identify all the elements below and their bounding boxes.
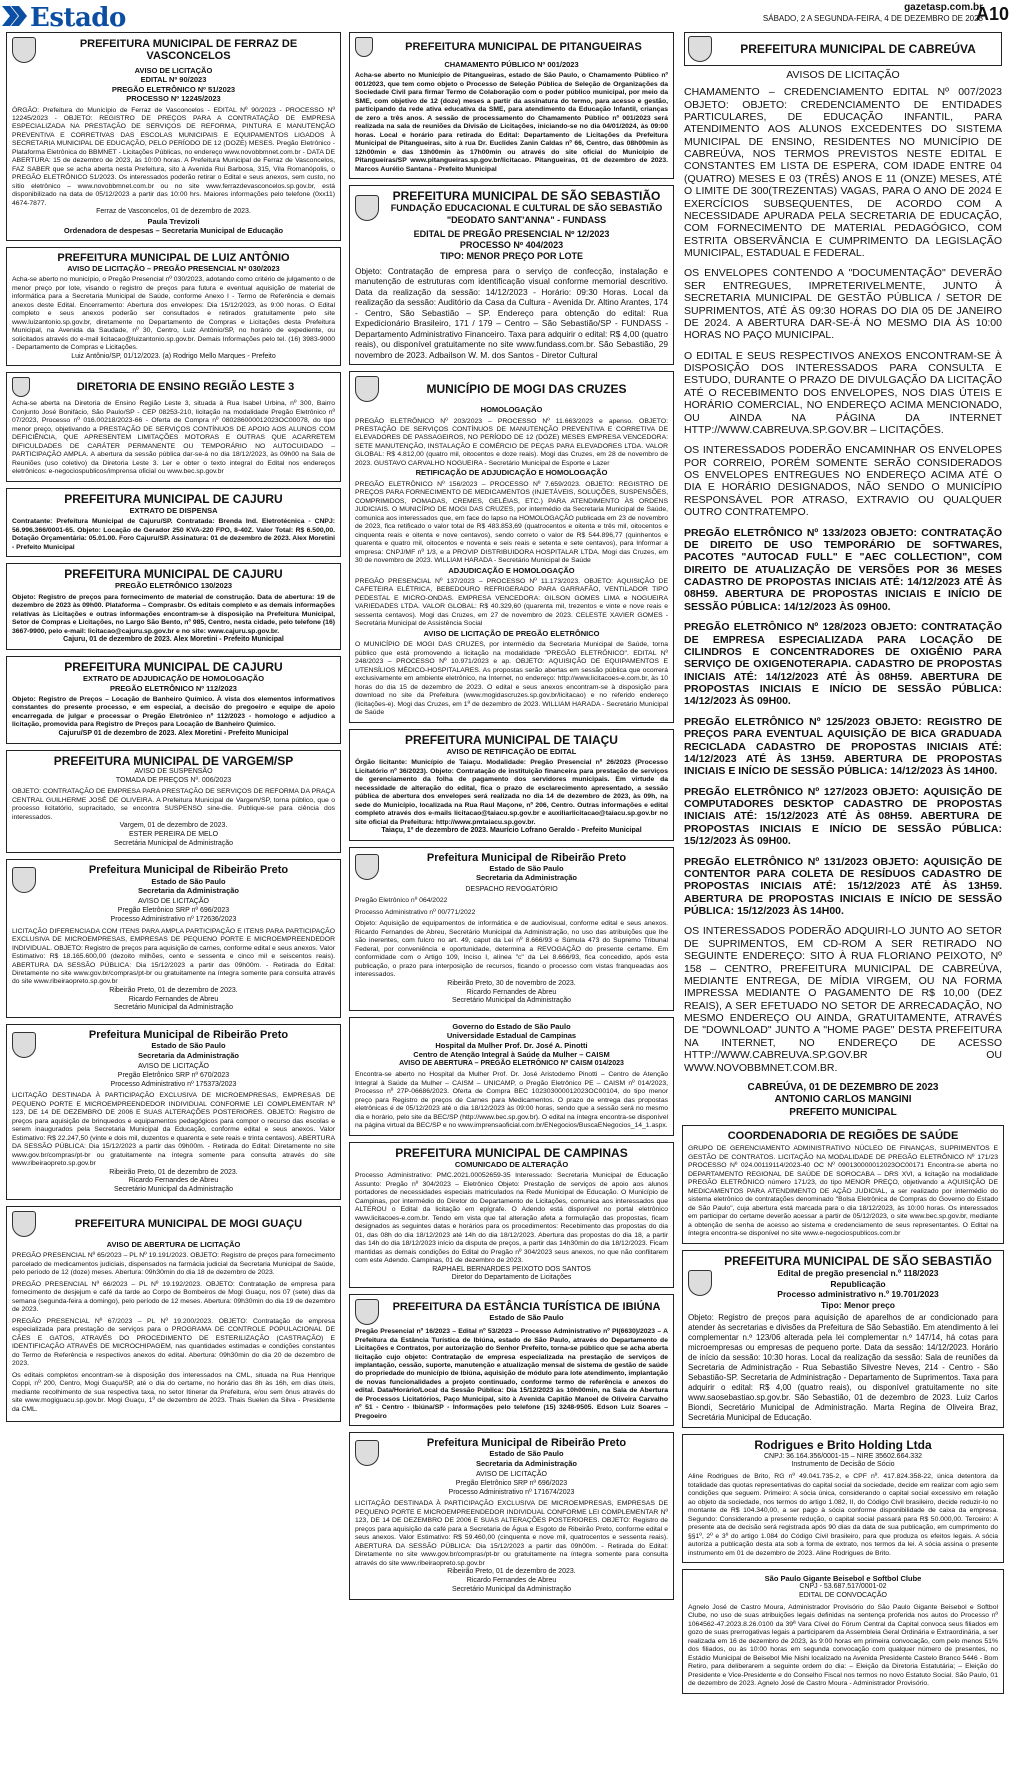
notice-subtitle: AVISO DE SUSPENSÃO: [134, 767, 213, 775]
notice-title: PREFEITURA MUNICIPAL DE LUIZ ANTÔNIO: [57, 251, 290, 264]
notice-body: PREGÃO PRESENCIAL Nº 137/2023 – PROCESSO Nº 11.173/2023. OBJETO: AQUISIÇÃO DE CAFETEIRA ELÉTRICA, BEBEDOURO REFRIGERADO PARA GARRAFÃO, VENTILADOR TIPO PEDESTAL E MICRO-ONDAS. EMPRESA VENCEDORA: GILSON GOMES LIMA e NOGUEIRA VARIEDADES LTDA. VALOR GLOBAL: R$ 40.329,60 (quarenta mil, trezentos e vinte e nove reais e sessenta centavos). Mogi das Cruzes, em 27 de novembro de 2023. CELESTE XAVIER GOMES - Secretária Municipal de Assistência Social: [355, 578, 668, 628]
crest-icon: [355, 854, 379, 880]
notice-body: Órgão licitante: Município de Taiaçu. Modalidade: Pregão Presencial nº 26/2023 (Processo Licitatório nº 36/2023). Objeto: Contratação de instituição financeira para prestação de serviços de gerenciamento da folha de pagamento dos servidores municipais. Em virtude da necessidade de alteração do edital, fica o prazo de esclarecimento apresentado, a sessão pública de abertura dos envelopes será realizada no dia 14 de dezembro de 2023, às 09h, na sede do Município, localizada na Rua Raul Maçone, nº 206, Centro. Outras informações e edital completo através dos e-mails licitacao@taiacu.sp.gov.br e auxiliarlicitacao@taiacu.sp.gov.br no site oficial da Prefeitura: http://www.pmtaiacu.sp.gov.br.: [355, 759, 668, 826]
notice-body: Objeto: Contratação de empresa para o serviço de confecção, instalação e manutenção de estruturas com identificação visual conforme memorial descritivo. Data da realização da sessão: 14/12/2023 - Horário: 09:30 Horas. Local da realização da sessão: Auditório da Casa da Cultura - Avenida Dr. Altino Arantes, 174 - Centro, São Sebastião – SP. Endereço para obtenção do edital: Rua Expedicionário Brasileiro, 171 / 179 – Centro – São Sebastião/SP - FUNDASS - Departamento Administrativo Financeiro. Taxa para adquirir o edital: R$ 4,00 (quatro reais), ou disponível gratuitamente no site www.fundass.com.br. São Sebastião, 29 novembro de 2023. Adbailson W. M. dos Santos - Diretor Cultural: [355, 265, 668, 360]
notice-line: Processo Administrativo nº 00/771/2022: [355, 908, 476, 916]
notice-subtitle: PREGÃO ELETRÔNICO 130/2023: [114, 581, 233, 591]
notice-title: PREFEITURA MUNICIPAL DE SÃO SEBASTIÃO: [392, 189, 661, 204]
notice-title: PREFEITURA MUNICIPAL DE VARGEM/SP: [53, 753, 294, 768]
notice-title: PREFEITURA MUNICIPAL DE CAMPINAS: [395, 1145, 628, 1160]
notice-subtitle: AVISO DE LICITAÇÃO: [476, 1471, 547, 1479]
notice-luiz-antonio: [6, 247, 341, 367]
notice-body: Encontra-se aberto no Hospital da Mulher Prof. Dr. José Aristodemo Pinotti – Centro de Atenção Integral à Saúde da Mulher – CAISM – UNICAMP, o Pregão Eletrônico PE – CAISM nº 014/2023, Processo nº 27P-06686/2023. Oferta de Compra BEC 102303000012023OC00104, do tipo menor preço para Registro de preços de Carnes para Medicamentos. O prazo de entrega das propostas eletrônicas é de 05/12/2023 até o dia 18/12/2023 às 09:00 horas, sendo que a sessão será no mesmo dia e horário, pelo site da BEC/SP (http://www.bec.sp.gov.br). O edital na íntegra encontra-se disponível na página virtual da BEC/SP e no www.imprensaoficial.com.br/ENegocios/BuscaENegocios_14_1.aspx.: [355, 1071, 668, 1130]
notice-paragraph: PREGÃO PRESENCIAL Nº 67/2023 – PL Nº 19.200/2023. OBJETO: Contratação de empresa especializada para prestação de serviços para o PROGRAMA DE CONTROLE POPULACIONAL DE CÃES E GATOS, ATRAVÉS DO PROCEDIMENTO DE ESTERILIZAÇÃO (CASTRAÇÃO) E IDENTIFICAÇÃO ATRAVÉS DE MICROCHIPAGEM, nas quantidades estimadas e condições constantes do Termo de Referência e respectivos anexos do edital. Abertura: 09h30min do dia 20 de dezembro de 2023.: [12, 1317, 335, 1368]
notice-title: PREFEITURA MUNICIPAL DE FERRAZ DE VASCONCELOS: [79, 37, 298, 62]
notice-subtitle: PREGÃO ELETRÔNICO Nº 51/2023: [111, 84, 236, 94]
notice-section-heading: HOMOLOGAÇÃO: [480, 405, 543, 415]
notice-subtitle: Tipo: Menor preço: [821, 1299, 895, 1310]
notice-title: Governo do Estado de São Paulo: [452, 1022, 571, 1032]
notice-paragraph: PREGÃO ELETRÔNICO Nº 128/2023 OBJETO: CONTRATAÇÃO DE EMPRESA ESPECIALIZADA PARA LOCAÇÃO DE CILINDROS E CONCENTRADORES DE OXIGÊNIO PARA SERVIÇO DE OXIGENOTERAPIA. CADASTRO DE PROPOSTAS INICIAIS ATÉ: 14/12/2023 ATÉ ÀS 08H59. ABERTURA DE PROPOSTAS INICIAIS E INÍCIO DE SESSÃO PÚBLICA: 14/12/2023 ÀS 09H00.: [684, 621, 1002, 708]
notice-place: Vargem, 01 de dezembro de 2023.: [119, 822, 228, 830]
notice-subtitle: EXTRATO DE DISPENSA: [129, 505, 218, 515]
notice-signer: ANTONIO CARLOS MANGINI: [774, 1094, 912, 1106]
notice-mogi-guacu: [6, 1206, 341, 1422]
notice-body: Processo Administrativo: PMC.2021.00052659-35 Interessado: Secretaria Municipal de Educação Assunto: Pregão nº 304/2023 – Eletrônico Objeto: Prestação de serviços de apoio aos alunos portadores de necessidades especiais matriculados na Rede Municipal de Educação. O Município de Campinas, por intermédio do Diretor do Departamento de Licitações, comunica aos interessados que ALTEROU o Edital da licitação em epígrafe. O Adendo está disponível no portal eletrônico www.licitacoes-e.com.br. Tendo em vista que tal alteração afeta a formulação das propostas, ficam designados as seguintes datas e horários para os procedimentos: Recebimento das propostas do dia 01, das 08h do dia 18/12/2023 até 14h do dia 18/12/2023. Abertura das propostas do dia 18, a partir das 14h do dia 18/12/2023 início da disputa de preços, a partir das 14h30min do dia 18/12/2023. Ficam mantidas as demais condições do Edital do Pregão nº 304/2023 seus anexos, no que não conflitarem com este Adendo. Campinas, 01 de dezembro de 2023.: [355, 1172, 668, 1265]
notice-paragraph: PREGÃO ELETRÔNICO Nº 125/2023 OBJETO: REGISTRO DE PREÇOS PARA EVENTUAL AQUISIÇÃO DE BICA GRADUADA RECICLADA CADASTRO DE PROPOSTAS INICIAIS ATÉ: 14/12/2023 ATÉ ÀS 13H59. ABERTURA DE PROPOSTAS INICIAIS E INÍCIO DE SESSÃO PÚBLICA: 14/12/2023 ÀS 14H00.: [684, 715, 1002, 778]
notice-subtitle: CNPJ - 53.687.517/0001-02: [799, 1583, 887, 1591]
notice-subtitle: AVISO DE RETIFICAÇÃO DE EDITAL: [446, 746, 577, 756]
notice-subtitle: Estado de São Paulo: [151, 1041, 226, 1051]
notice-signer: Luiz Antônio/SP, 01/12/2023. (a) Rodrigo Mello Marques - Prefeito: [71, 352, 276, 360]
notice-subtitle: Secretaria da Administração: [475, 873, 577, 883]
notice-title: Prefeitura Municipal de Ribeirão Preto: [426, 1437, 627, 1450]
notice-body: PREGÃO ELETRÔNICO Nº 203/2023 – PROCESSO Nº 11.663/2023 e apenso. OBJETO: PRESTAÇÃO DE SERVIÇOS CONTÍNUOS DE MANUTENÇÃO PREVENTIVA E CORRETIVA DE ELEVADORES DE PASSAGEIROS, NO PERÍODO DE 12 (DOZE) MESES EMPRESA VENCEDORA: SETE MANUTENÇÃO, INSTALAÇÃO E COMÉRCIO DE PEÇAS PARA ELEVADORES LTDA. VALOR GLOBAL: R$ 4.812,00 (quatro mil, oitocentos e doze reais). Mogi das Cruzes, em 28 de novembro de 2023. GUSTAVO CARVALHO NOGUEIRA - Secretário Municipal de Esporte e Lazer: [355, 417, 668, 467]
crest-icon: [688, 36, 712, 62]
notice-title: PREFEITURA MUNICIPAL DE SÃO SEBASTIÃO: [724, 1253, 992, 1268]
notice-signer: Cajuru, 01 de dezembro de 2023. Alex Moretini - Prefeito Municipal: [63, 636, 284, 644]
notice-body: Objeto: Registro de preços para fornecimento de material de construção. Data de abertura: 19 de dezembro de 2023 às 09h00. Plataforma – Comprasbr. Os editais completo e as demais informações relativas às Licitações e outras informações encontram-se à disposição na Prefeitura Municipal, Setor de Compras e Licitações, no Largo São Bento, nº 985, Centro, nesta cidade, pelo telefone (16) 3667-9900, pelo e-mail: licitacao@cajuru.sp.gov.br e no site: www.cajuru.sp.gov.br.: [12, 593, 335, 635]
notice-section-heading: ADJUDICAÇÃO E HOMOLOGAÇÃO: [448, 565, 575, 575]
crest-icon: [12, 1211, 36, 1237]
notice-subtitle: COMUNICADO DE ALTERAÇÃO: [454, 1159, 569, 1169]
newspaper-logo: Estado: [30, 3, 126, 33]
notice-body: Acha-se aberta na Diretoria de Ensino Região Leste 3, situada à Rua Isabel Urbina, nº 300, Bairro Conjunto José Bonifácio, São Paulo/SP - CEP 08253-210, licitação na modalidade Pregão Eletrônico nº 07/2023, Processo nº 016.00218/2023-66 - Oferta de Compra nº 080286000012023OC00078, do tipo menor preço, objetivando a PRESTAÇÃO DE SERVIÇOS CONTÍNUOS DE APOIO AOS ALUNOS COM DEFICIÊNCIA, QUE APRESENTEM LIMITAÇÕES MOTORAS E OUTRAS QUE ACARRETEM DIFICULDADES DE CARÁTER PERMANENTE OU TEMPORÁRIO NO AUTOCUIDADO – PARTICIPAÇÃO AMPLA. A abertura da sessão pública dar-se-á no dia 18/12/2023, às 09h00 na Sala de Reuniões (uso coletivo) da Diretoria Leste 3. Ler e obter o texto integral do Edital nos endereços eletrônicos: e-negociospublicos/imprensa oficial ou www.bec.sp.gov.br: [12, 400, 335, 476]
notice-subtitle: Centro de Atenção Integral à Saúde da Mulher – CAISM: [413, 1050, 610, 1060]
notice-unicamp-caism: [349, 1017, 674, 1136]
notice-subtitle: PROCESSO Nº 12245/2023: [126, 94, 221, 104]
notice-title: COORDENADORIA DE REGIÕES DE SAÚDE: [727, 1130, 959, 1143]
notice-paragraph: O EDITAL E SEUS RESPECTIVOS ANEXOS ENCONTRAM-SE À DISPOSIÇÃO DOS INTERESSADOS PARA CONSULTA E ESTUDO, DURANTE O PRAZO DE DIVULGAÇÃO DA LICITAÇÃO ATÉ O RECEBIMENTO DOS ENVELOPES, NOS DIAS ÚTEIS E HORÁRIO COMERCIAL, NO ENDEREÇO ACIMA MENCIONADO, OU AINDA NA PÁGINA DA INTERNET HTTP://WWW.CABREUVA.SP.GOV.BR – LICITAÇÕES.: [684, 349, 1002, 436]
notice-signer: RAPHAEL BERNARDES PEIXOTO DOS SANTOS: [432, 1265, 591, 1273]
notice-paragraph: Os editais completos encontram-se à disposição dos interessados na CML, situada na Rua Henrique Coppi, nº 200, Centro, Mogi Guaçu/SP, até o dia do certame, no horário das 8h às 16h, em dias úteis, mediante recolhimento de sua respectiva taxa, no setor Itinerar da Prefeitura, e/ou sem ônus através do site www.mogiguacu.sp.gov.br. Mogi Guaçu, 1º de dezembro de 2023. Thais Suelen da Silva - Presidente da CML.: [12, 1371, 335, 1413]
notice-subtitle: EDITAL Nº 90/2023: [140, 75, 207, 85]
notice-body: LICITAÇÃO DIFERENCIADA COM ITENS PARA AMPLA PARTICIPAÇÃO E ITENS PARA PARTICIPAÇÃO EXCLUSIVA DE MICROEMPRESAS, EMPRESAS DE PEQUENO PORTE E MICROEMPREENDEDOR INDIVIDUAL. OBJETO: Registro de preços para aquisição de carnes, conforme edital e seus anexos. Valor Estimativo: R$ 18.165.600,00 (dezoito milhões, cento e sessenta e cinco mil e seiscentos reais). ABERTURA DA SESSÃO PÚBLICA: Dia 15/12/2023 a partir das 09h00m. - Retirada do Edital: Diretamente no site www.gov.br/compras/pt-br ou gratuitamente na íntegra somente para consulta através do site www.ribeiraopreto.sp.gov.br: [12, 927, 335, 986]
notice-subtitle: Processo Administrativo nº 172636/2023: [110, 915, 237, 923]
notice-diretoria-leste3: [6, 372, 341, 481]
notice-subtitle: TIPO: MENOR PREÇO POR LOTE: [439, 251, 583, 262]
notice-body: Pregão Presencial nº 16/2023 – Edital nº 53/2023 – Processo Administrativo nº PI(6630)/2023 – A Prefeitura da Estância Turística de Ibiúna, estado de São Paulo, através do Departamento de Licitações e Contratos, por autorização do Senhor Prefeito, torna-se público que se acha aberta licitação cujo objeto: Contratação de empresa especializada na prestação de serviços de implantação, cessão, suporte, manutenção e atualização mensal de sistema de gestão de saúde do propriedade do município de Ibiúna, aquisição de módulo para lote atendimento, implantação de novas funcionalidades a projeto continuado, conforme termo de referência e anexos do edital. Data/Horário/Local da Sessão Pública: Dia 15/12/2023 às 10h00min, na Sala de Abertura de Processos Licitatórios, Paço Municipal, sito à Avenida Capitão Manoel de Oliveira Carvalho nº 51 - Centro - Ibiúna/SP - Informações pelo telefone (15) 3248-9505. Edson Luiz Soares – Pregoeiro: [355, 1328, 668, 1420]
notice-title: DIRETORIA DE ENSINO REGIÃO LESTE 3: [76, 381, 295, 394]
notice-section-heading: DESPACHO REVOGATÓRIO: [465, 885, 558, 893]
notice-ribeirao-preto-revogacao: [349, 847, 674, 1011]
notice-cabreuva: [682, 32, 1004, 1119]
site-url: gazetasp.com.br: [904, 2, 983, 13]
notice-place: Ferraz de Vasconcelos, 01 de dezembro de 2023.: [96, 208, 251, 216]
notice-subtitle: Estado de São Paulo: [489, 863, 564, 873]
notice-paragraph: CHAMAMENTO – CREDENCIAMENTO EDITAL Nº 007/2023 OBJETO: OBJETO: CREDENCIAMENTO DE ENTIDADES PARTICULARES, DE EDUCAÇÃO INFANTIL, PARA ATENDIMENTO AOS ALUNOS EXCEDENTES DO SISTEMA MUNICIPAL DE ENSINO, RESIDENTES NO MUNICÍPIO DE CABREÚVA, NOS TERMOS PREVISTOS NESTE EDITAL E CONSTANTES EM LISTA DE ESPERA, COM IDADE ENTRE 04 (QUATRO) MESES E 03 (TRÊS) ANOS E 11 (ONZE) MESES, ATÉ O LIMITE DE 300(TREZENTAS) VAGAS, PARA O ANO DE 2024 E EXERCÍCIOS SUBSEQUENTES, DE ACORDO COM A NECESSIDADE APURADA PELA SECRETARIA DE EDUCAÇÃO, COM FORNECIMENTO DE MATERIAL PEDAGÓGICO, COM ESTRITA OBSERVÂNCIA E CUMPRIMENTO DA LEGISLAÇÃO MUNICIPAL, ESTADUAL E FEDERAL.: [684, 86, 1002, 259]
notice-vargem: [6, 750, 341, 854]
notice-paragraph: OS INTERESSADOS PODERÃO ADQUIRI-LO JUNTO AO SETOR DE SUPRIMENTOS, EM CD-ROM A SER RETIRADO NO SEGUINTE ENDEREÇO: SITO À RUA FLORIANO PEIXOTO, Nº 158 – CENTRO, PREFEITURA MUNICIPAL DE CABREÚVA, MEDIANTE ENTREGA, DE MÍDIA VIRGEM, OU NA FORMA IMPRESSA MEDIANTE O PAGAMENTO DE R$ 10,00 (DEZ REAIS), A SER EFETUADO NO SETOR DE ARRECADAÇÃO, NO MESMO ENDEREÇO OU AINDA, GRATUITAMENTE, ATRAVÉS DE "DOWNLOAD" JUNTO A "HOME PAGE" DESTA PREFEITURA NA INTERNET, NO ENDEREÇO DE ACESSO HTTP://WWW.CABREUVA.SP.GOV.BR OU WWW.NOVOBBMNET.COM.BR.: [684, 925, 1002, 1074]
notice-section-heading: AVISO DE ABERTURA – PREGÃO ELETRÔNICO Nº CAISM 014/2023: [399, 1059, 624, 1067]
notice-subtitle: EDITAL DE CONVOCAÇÃO: [799, 1592, 887, 1600]
notice-subtitle: Processo Administrativo nº 171674/2023: [448, 1488, 575, 1496]
notice-title: PREFEITURA MUNICIPAL DE CAJURU: [64, 567, 283, 582]
notice-body: LICITAÇÃO DESTINADA À PARTICIPAÇÃO EXCLUSIVA DE MICROEMPRESAS, EMPRESAS DE PEQUENO PORTE E MICROEMPREENDEDOR INDIVIDUAL CONFORME LEI COMPLEMENTAR Nº 123, DE 14 DE DEZEMBRO DE 2006 E SUAS ALTERAÇÕES POSTERIORES. OBJETO: Registro de preços para aquisição da café para a Secretaria de Água e Esgoto de Ribeirão Preto, conforme edital e seus anexos. Valor Estimativo: R$ 59.460,00 (cinquenta e nove mil, quatrocentos e sessenta reais). ABERTURA DA SESSÃO PÚBLICA: Dia 15/12/2023 a partir das 09h00m. - Retirada do Edital: Diretamente no site www.gov.br/compras/pt-br ou gratuitamente na íntegra somente para consulta através do site www.ribeiraopreto.sp.gov.br: [355, 1500, 668, 1567]
notice-title: Rodrigues e Brito Holding Ltda: [754, 1438, 932, 1453]
notice-taiacu: [349, 729, 674, 841]
notice-title: PREFEITURA MUNICIPAL DE PITANGUEIRAS: [405, 40, 642, 53]
notice-ribeirao-preto-cafe: [349, 1432, 674, 1599]
notice-place: Ribeirão Preto, 01 de dezembro de 2023.: [109, 986, 238, 994]
notice-title: Prefeitura Municipal de Ribeirão Preto: [426, 851, 627, 864]
notice-sao-sebastiao-fundass: [349, 185, 674, 365]
notice-section-heading: AVISO DE LICITAÇÃO DE PREGÃO ELETRÔNICO: [423, 628, 600, 638]
notice-body: Acha-se aberto no Município de Pitangueiras, estado de São Paulo, o Chamamento Público nº 001/2023, que tem como objeto o Processo de Seleção Pública de Seleção de Organizações da Sociedade Civil para firmar Termo de Colaboração com o poder público municipal, por meio da SME, com objetivo de 12 (doze) meses a partir da assinatura do termo, para acesso e gestão, participando da rede ativa educativa da SME, para atendimento da Educação Infantil, crianças de zero a três anos. A sessão de processamento do Chamamento Público nº 001/2023 será realizada na sala de reuniões da Divisão de Licitações, iniciando-se no dia 04/01/2024, às 09:00 horas. Local e horário para retirada do Edital: Departamento de Licitações da Prefeitura Municipal de Pitangueiras, sito à rua Dr. Euclides Zanin Caldas nº 66, Centro, das 08h00min às 12h00min e das 13h00min às 17h00min ou através do site oficial do Município de Pitangueiras/SP www.pitangueiras.sp.gov.br/licitacao. Pitangueiras, 01 de dezembro de 2023. Marcos Aurélio Santana - Prefeito Municipal: [355, 72, 668, 173]
notice-place: CABREÚVA, 01 DE DEZEMBRO DE 2023: [747, 1081, 939, 1093]
notice-subtitle: Secretaria da Administração: [137, 885, 239, 895]
notice-subtitle: Republicação: [830, 1278, 886, 1289]
notice-place: Ribeirão Preto, 30 de novembro de 2023.: [447, 979, 576, 987]
notice-body: O MUNICÍPIO DE MOGI DAS CRUZES, por intermédio da Secretaria Municipal de Saúde, torna público que está promovendo a licitação na modalidade "PREGÃO ELETRÔNICO". EDITAL Nº 248/2023 – PROCESSO Nº 10.971/2023 e ap. OBJETO: AQUISIÇÃO DE EQUIPAMENTOS E UTENSÍLIOS MÉDICO-HOSPITALARES. As propostas serão abertas em sessão pública que ocorrerá exclusivamente em ambiente eletrônico, na Internet, no endereço: http://www.licitacoes-e.com.br, às 10 horas do dia 15 de dezembro de 2023. O edital e seus anexos encontram-se à disposição para download no site da Prefeitura (www.mogidascruzes.sp.gov.br/licitacao) e no referido endereço (licitações-e). Mogi das Cruzes, em 1º de dezembro de 2023. WILLIAM HARADA - Secretário Municipal de Saúde: [355, 641, 668, 717]
notice-subtitle: AVISOS DE LICITAÇÃO: [786, 69, 900, 81]
notice-subtitle: PROCESSO Nº 404/2023: [459, 240, 564, 251]
notice-coordenadoria-saude: [682, 1125, 1004, 1243]
notice-subtitle: Processo Administrativo nº 175373/2023: [110, 1080, 237, 1088]
notice-place: Ribeirão Preto, 01 de dezembro de 2023.: [109, 1168, 238, 1176]
crest-icon: [12, 867, 36, 893]
crest-icon: [355, 1440, 379, 1466]
column-right: [682, 32, 1004, 1782]
notice-title: São Paulo Gigante Beisebol e Softbol Clube: [764, 1574, 922, 1584]
notice-ibiuna: [349, 1294, 674, 1426]
notice-body: ÓRGÃO: Prefeitura do Município de Ferraz de Vasconcelos - EDITAL Nº 90/2023 - PROCESSO Nº 12245/2023 - OBJETO: REGISTRO DE PREÇOS PARA A CONTRATAÇÃO DE EMPRESA ESPECIALIZADA NA PRESTAÇÃO DE SERVIÇOS DE REFORMA, PINTURA E MANUTENÇÃO PREVENTIVA E CORRETIVAS DAS ESCOLAS MUNICIPAIS E EQUIPAMENTOS LIGADOS À SECRETARIA MUNICIPAL DE EDUCAÇÃO, PELO PERÍODO DE 12 (DOZE) MESES. Pregão Eletrônico - Plataforma Eletrônica do BBMNET - Licitações Públicas, no endereço www.novobbmnet.com.br - DATA DE ABERTURA: 15 de dezembro de 2023, às 10:00 horas. A Prefeitura Municipal de Ferraz de Vasconcelos, FAZ SABER que se acha aberta nesta Prefeitura, sito à Avenida Rui Barbosa, 315, Vila Romanópolis, o PREGÃO ELETRÔNICO 51/2023. Os interessados poderão retirar o Edital e seus anexos, sem custo, no sítio eletrônico – www.novobbmnet.com.br ou no site www.ferrazdevasconcelos.sp.gov.br, está disponibilizado na data de 05/12/2023 a partir das 10:00 hrs. Maiores informações pelo telefone (0xx11) 4674-7877.: [12, 106, 335, 207]
crest-icon: [355, 376, 379, 402]
notice-title: PREFEITURA MUNICIPAL DE CABREÚVA: [740, 41, 976, 56]
notice-subtitle: Estado de São Paulo: [489, 1449, 564, 1459]
notice-subtitle: Estado de São Paulo: [151, 876, 226, 886]
notice-role: Secretária Municipal de Administração: [113, 839, 234, 847]
notice-body: PREGÃO ELETRÔNICO Nº 156/2023 – PROCESSO Nº 7.659/2023. OBJETO: REGISTRO DE PREÇOS PARA FORNECIMENTO DE MEDICAMENTOS (INJETÁVEIS, SOLUÇÕES, SUSPENSÕES, COMPRIMIDOS, POMADAS, CREMES, GELÉIAS, ETC.) PARA ATENDIMENTO ÀS ORDENS JUDICIAIS. O MUNICÍPIO DE MOGI DAS CRUZES, por intermédio da Secretaria Municipal de Saúde, comunica aos interessados que, em face do lapso na HOMOLOGAÇÃO publicada em 23 de novembro de 2023, fica retificado o valor total de R$ 483.853,69 (quatrocentos e oitenta e três mil, oitocentos e cinquenta reais e oitenta e nove centavos), sendo correto o valor de R$ 544.896,77 (quinhentos e quarenta e quatro mil, oitocentos e noventa e seis reais e setenta e sete centavos), para Informar a empresa: CNPJ/MF nº 1/3, e a PROVIP DISTRIBUIDORA HOSPITALAR LTDA. Mogi das Cruzes, em 30 de novembro de 2023. WILLIAM HARADA - Secretário Municipal de Saúde: [355, 480, 668, 565]
notice-line: Pregão Eletrônico nº 064/2022: [355, 897, 448, 905]
notice-title: Prefeitura Municipal de Ribeirão Preto: [88, 1029, 289, 1042]
notice-subtitle: AVISO DE LICITAÇÃO: [138, 1063, 209, 1071]
notice-mogi-das-cruzes: [349, 371, 674, 723]
notice-sp-gigante-beisebol: [682, 1569, 1004, 1694]
notice-section-heading: RETIFICAÇÃO DE ADJUDICAÇÃO E HOMOLOGAÇÃO: [415, 468, 608, 478]
notice-title: PREFEITURA DA ESTÂNCIA TURÍSTICA DE IBIÚNA: [392, 1301, 661, 1314]
notice-body: LICITAÇÃO DESTINADA À PARTICIPAÇÃO EXCLUSIVA DE MICROEMPRESAS, EMPRESAS DE PEQUENO PORTE E MICROEMPREENDEDOR INDIVIDUAL CONFORME LEI COMPLEMENTAR Nº 123, DE 14 DE DEZEMBRO DE 2006 E SUAS ALTERAÇÕES POSTERIORES. OBJETO: Registro de preços para aquisição de brinquedos e equipamentos pedagógicos para compor o recurso das escolas e serem inaugurados pela Secretaria Municipal da Educação, conforme edital e seus anexos. Valor Estimativo: R$ 22.247,50 (vinte e dois mil, duzentos e quarenta e sete reais e trinta centavos). ABERTURA DA SESSÃO PÚBLICA: Dia 15/12/2023 a partir das 09h00m. - Retirada do Edital: Diretamente no site www.gov.br/compras/pt-br ou gratuitamente na íntegra somente para consulta através do site www.ribeiraopreto.sp.gov.br: [12, 1092, 335, 1168]
notice-signer: Cajuru/SP 01 de dezembro de 2023. Alex Moretini - Prefeito Municipal: [58, 729, 289, 737]
notice-place: Ribeirão Preto, 01 de dezembro de 2023.: [447, 1568, 576, 1576]
notice-subtitle: Estado de São Paulo: [489, 1313, 564, 1323]
notice-body: Objeto: Registro de Preços – Locação de Banheiro Químico. À vista dos elementos informativos constantes do presente processo, e em especial, a decisão do pregoeiro e equipe de apoio encarregada de julgar e processar o Pregão Eletrônico nº 112/2023 - homologo e adjudico a licitação, promovida para Registro de Preços para Locação de Banheiro Químico.: [12, 695, 335, 729]
notice-cajuru-dispensa: [6, 488, 341, 558]
crest-icon: [355, 195, 379, 221]
crest-icon: [688, 1270, 712, 1296]
chevron-logo-icon: [2, 6, 28, 26]
issue-date: SÁBADO, 2 A SEGUNDA-FEIRA, 4 DE DEZEMBRO DE 2023: [762, 14, 983, 23]
crest-icon: [12, 1032, 36, 1058]
notice-subtitle: Pregão Eletrônico SRP nº 696/2023: [117, 907, 230, 915]
notice-body: GRUPO DE GERENCIAMENTO ADMINISTRATIVO NÚCLEO DE FINANÇAS, SUPRIMENTOS E GESTÃO DE CONTRATOS. LICITAÇÃO NA MODALIDADE DE PREGÃO ELETRÔNICO Nº 171/23 PROCESSO Nº 024.00119114/2023-40 OC Nº 090130000012023OC00171 Encontra-se aberta no DEPARTAMENTO REGIONAL DE SAÚDE DE SOROCABA – DRS XVI, a licitação na modalidade PREGÃO ELETRÔNICO número 171/23, do tipo MENOR PREÇO, objetivando a AQUISIÇÃO DE MEDICAMENTOS PARA ATENDIMENTO DE AÇÃO JUDICIAL, a ser realizado por intermédio do sistema eletrônico de contratações denominado "Bolsa Eletrônica de Compras do Governo do Estado de São Paulo", cuja abertura está marcada para o dia 18/12/2023, às 10:00 horas. Os interessados em participar do certame deverão acessar a partir de 05/12/2023, o site www.bec.sp.gov.br, mediante a obtenção de senha de acesso ao sistema e credenciamento de seus representantes. O Edital na íntegra encontra-se disponível no site www.e-negociospublicos.com.br: [688, 1145, 998, 1238]
notice-title: MUNICÍPIO DE MOGI DAS CRUZES: [426, 381, 627, 396]
notice-body: OBJETO: CONTRATAÇÃO DE EMPRESA PARA PRESTAÇÃO DE SERVIÇOS DE REFORMA DA PRAÇA CENTRAL GUILHERME JOSÉ DE OLIVEIRA. A Prefeitura Municipal de Vargem/SP, torna público, que o processo licitatório, supracitado, se encontra SUSPENSO sine-die. Publique-se para ciência dos interessados.: [12, 788, 335, 821]
crest-icon: [12, 37, 36, 63]
notice-subtitle: EXTRATO DE ADJUDICAÇÃO DE HOMOLOGAÇÃO: [82, 674, 265, 684]
notice-signer: ESTER PEREIRA DE MELO: [128, 830, 219, 838]
notice-subtitle: FUNDAÇÃO EDUCACIONAL E CULTURAL DE SÃO SEBASTIÃO "DEODATO SANT'ANNA" - FUNDASS: [390, 203, 663, 225]
notice-cajuru-homologacao: [6, 656, 341, 744]
notice-body: Objeto: Registro de preços para aquisição de aparelhos de ar condicionado para atender às secretarias e divisões da Prefeitura de São Sebastião. Em atendimento à lei complementar n.º 123/06 alterada pela lei complementar n.º 147/14, há cotas para microempresas ou empresas de pequeno porte. Data da sessão: 14/12/2023. Horário de início da sessão: 10:30 horas. Local da realização da sessão: Sala de reuniões da Secretaria de Administração - Rua Sebastião Silvestre Neves, 214 - Centro - São Sebastião-SP. Secretaria de Administração - Departamento de Suprimentos. Taxa para adquirir o edital: R$ 4,00 (quatro reais), ou disponível gratuitamente no site www.saosebastiao.sp.gov.br. São Sebastião, 01 de dezembro de 2023. Luiz Carlos Biondi, Secretário Municipal de Administração. Marta Regina de Oliveira Braz, Secretária Municipal de Educação.: [688, 1313, 998, 1423]
notice-subtitle: Edital de pregão presencial n.º 118/2023: [777, 1267, 939, 1278]
crest-icon: [355, 1299, 379, 1325]
masthead: [0, 0, 1011, 33]
notice-role: PREFEITO MUNICIPAL: [789, 1106, 897, 1118]
notice-subtitle: AVISO DE ABERTURA DE LICITAÇÃO: [106, 1239, 241, 1249]
crest-icon: [355, 37, 373, 57]
notice-role: Secretário Municipal da Administração: [113, 1186, 234, 1194]
notice-role: Diretor do Departamento de Licitações: [451, 1274, 572, 1282]
notice-role: Secretário Municipal da Administração: [451, 1585, 572, 1593]
notice-subtitle: Secretaria da Administração: [137, 1050, 239, 1060]
notice-sao-sebastiao-118: [682, 1250, 1004, 1429]
notice-body: Objeto: Aquisição de equipamentos de informática e de audiovisual, conforme edital e seus anexos. Ricardo Fernandes de Abreu, Secretário Municipal da Administração, no uso das atribuições que lhe são inerentes, com fulcro no art. 49, caput da Lei nº 8.666/93 e Súmula 473 do Supremo Tribunal Federal, por conveniência e oportunidade, determina a REVOGAÇÃO do presente certame. Em conformidade com o Artigo 109, Inciso I, alínea "c" da Lei 8.666/93, fica concedido, após esta publicação, o prazo para interposição de recursos, ficando o processo com vistas franqueadas aos interessados.: [355, 920, 668, 979]
notice-body: Acha-se aberto no município, o Pregão Presencial nº 030/2023, adotando como critério de julgamento o de menor preço por lote, visando o registro de preços para futura e eventual aquisição de material de informática para a Secretaria Municipal de Saúde, conforme Anexo I - Termo de Referência e demais anexos deste Edital. Encerramento: Abertura dos envelopes: Dia 15/12/2023, às 9:00 horas. O Edital completo e seus anexos poderão ser consultados e retirados gratuitamente pelo site www.luizantonio.sp.gov.br, diretamente no Departamento de Compras e Licitações desta Prefeitura Municipal, na Avenida da Saudade, nº 30, Centro, Luiz Antônio/SP, no horário de expediente, ou solicitados através do e-mail licitacao@luizantonio.sp.gov.br. Demais Informações pelo tel. (16) 3983-9000 - Departamento de Compras e Licitações.: [12, 276, 335, 352]
columns: [6, 32, 1004, 1782]
notice-subtitle: CNPJ: 36.164.356/0001-15 – NIRE 35602.664.332: [763, 1452, 922, 1460]
notice-subtitle: Pregão Eletrônico SRP nº 696/2023: [455, 1479, 568, 1487]
notice-title: PREFEITURA MUNICIPAL DE MOGI GUAÇU: [74, 1217, 303, 1230]
notice-paragraph: OS INTERESSADOS PODERÃO ENCAMINHAR OS ENVELOPES POR CORREIO, PORÉM SOMENTE SERÃO CONSIDERADOS OS ENVELOPES ENTREGUES NO ENDEREÇO ACIMA ATÉ O DIA E HORÁRIO DESIGNADOS, NÃO SENDO O MUNICÍPIO RESPONSÁVEL POR ATRASO, EXTRAVIO OU QUALQUER OUTRO CONTRATEMPO.: [684, 444, 1002, 519]
notice-body: Agnelo José de Castro Moura, Administrador Provisório do São Paulo Gigante Beisebol e Softbol Clube, no uso de suas atribuições legais definidas na sentença proferida nos autos do Processo nº 1064562-47.2023.8.26.0100 da 39ª Vara Cível do Fórum Central da Capital convoca seus filiados em gozo de suas prerrogativas legais a participarem da Assembleia Geral Ordinária e Extraordinária, a ser realizada em 16 de dezembro de 2023, às 9:00 horas em primeira convocação, com pelo menos 51% dos filiados, ou às 10:00 horas em segunda convocação com qualquer número de presentes, no Estádio Municipal de Beisebol Mie Nishi localizado na Avenida Presidente Castelo Branco 5446 - Bom Retiro, para deliberarem a seguinte ordem do dia: – Eleição da Diretoria Estatutária; – Eleição do Presidente e Vice-Presidente e do Conselho Fiscal nos termos no novo Estatuto Social. São Paulo, 01 de dezembro de 2023. Agnelo José de Castro Moura - Administrador Provisório.: [688, 1603, 998, 1688]
notice-pitangueiras: [349, 32, 674, 179]
notice-subtitle: Instrumento de Decisão de Sócio: [791, 1461, 895, 1469]
notice-signer: Paula Trevizoli: [147, 217, 200, 227]
notice-paragraph: PREGÃO PRESENCIAL Nº 66/2023 – PL Nº 19.192/2023. OBJETO: Contratação de empresa para fornecimento de desjejum e café da tarde ao Corpo de Bombeiros de Mogi Guaçu, nos 07 (sete) dias da semana (segunda-feira a domingo), pelo período de 12 meses. Abertura: 09h30min do dia 19 de dezembro de 2023.: [12, 1280, 335, 1314]
notice-subtitle: AVISO DE LICITAÇÃO – PREGÃO PRESENCIAL Nº 030/2023: [67, 263, 280, 273]
notice-role: Ordenadora de despesas – Secretaria Municipal de Educação: [63, 226, 284, 236]
notice-subtitle: Processo administrativo n.º 19.701/2023: [777, 1289, 939, 1300]
notice-title: PREFEITURA MUNICIPAL DE CAJURU: [64, 659, 283, 674]
column-left: [6, 32, 341, 1782]
notice-title: Prefeitura Municipal de Ribeirão Preto: [88, 864, 289, 877]
notice-title: PREFEITURA MUNICIPAL DE TAIAÇU: [405, 732, 618, 747]
notice-cajuru-pregao: [6, 563, 341, 650]
notice-body: Aline Rodrigues de Brito, RG nº 49.041.735-2, e CPF nº. 417.824.358-22, única detentora da totalidade das quotas representativas do capital social da sociedade, decide em realizar com agio sem condições que seguem. Primeiro: A sócia única, considerando o capital social excessivo em relação ao objeto da sociedade, nos termos do artigo 1.082, II, do Código Civil brasileiro, decide reduzir-lo no montante de R$ 104.340,00, a ser pago à sócia conforme disponibilidade de caixa da empresa. Segundo: Considerando a presente redução, o capital social passará para R$ 50.000,00. Terceiro: A presente ata de decisão será registrada após 90 dias da data de sua publicação, em cumprimento do §§1º, 2º e 3º do artigo 1.084 do Código Civil brasileiro, para que produza os efeitos legais. A sócia autoriza a publicação desta ata sob a forma de extrato, nos termos da lei. A sócia assina o presente instrumento em 01 de dezembro de 2023. Aline Rodrigues de Brito.: [688, 1473, 998, 1557]
notice-role: Secretário Municipal da Administração: [451, 997, 572, 1005]
notice-signer: Ricardo Fernandes de Abreu: [128, 1177, 219, 1185]
notice-subtitle: AVISO DE LICITAÇÃO: [134, 66, 213, 75]
notice-ribeirao-preto-696: [6, 859, 341, 1018]
notice-paragraph: PREGÃO ELETRÔNICO Nº 131/2023 OBJETO: AQUISIÇÃO DE CONTENTOR PARA COLETA DE RESÍDUOS CADASTRO DE PROPOSTAS INICIAIS ATÉ: 15/12/2023 ATÉ ÀS 13H59. ABERTURA DE PROPOSTAS INICIAIS E INÍCIO DE SESSÃO PÚBLICA: 15/12/2023 ÀS 14H00.: [684, 855, 1002, 917]
notice-paragraph: PREGÃO ELETRÔNICO Nº 127/2023 OBJETO: AQUISIÇÃO DE COMPUTADORES DESKTOP CADASTRO DE PROPOSTAS INICIAIS ATÉ: 15/12/2023 ATÉ ÀS 08H59. ABERTURA DE PROPOSTAS INICIAIS E INÍCIO DE SESSÃO PÚBLICA: 15/12/2023 ÀS 09H00.: [684, 785, 1002, 848]
notice-subtitle: TOMADA DE PREÇOS Nº. 006/2023: [115, 776, 232, 784]
notice-ribeirao-preto-670: [6, 1024, 341, 1200]
crest-icon: [12, 377, 30, 397]
notice-role: Secretário Municipal da Administração: [113, 1004, 234, 1012]
notice-signer: Taiaçu, 1º de dezembro de 2023. Maurício Lofrano Geraldo - Prefeito Municipal: [381, 827, 642, 835]
notice-subtitle: EDITAL DE PREGÃO PRESENCIAL Nº 12/2023: [413, 228, 610, 239]
notice-body: Contratante: Prefeitura Municipal de Cajuru/SP. Contratada: Brenda Ind. Eletrotécnica - CNPJ: 56.996.366/0001-65. Objeto: Locação de Gerador 250 KVA-220 FPO, 8-40Z. Valor Total: R$ 6.500,00. Dotação Orçamentária: 05.01.00. Foro Cajuru/SP. Assinatura: 01 de dezembro de 2023. Alex Moretini - Prefeito Municipal: [12, 518, 335, 551]
notice-paragraph: PREGÃO PRESENCIAL Nº 65/2023 – PL Nº 19.191/2023. OBJETO: Registro de preços para fornecimento parcelado de medicamentos judiciais, dispensados na farmácia judicial da Secretaria Municipal de Saúde, pelo período de 12 (doze) meses. Abertura: 09h30min do dia 18 de dezembro de 2023.: [12, 1252, 335, 1277]
notice-subtitle: Secretaria da Administração: [475, 1458, 577, 1468]
notice-paragraph: PREGÃO ELETRÔNICO Nº 133/2023 OBJETO: CONTRATAÇÃO DE DIREITO DE USO TEMPORÁRIO DE SOFTWARES, PACOTES "AUTOCAD FULL" E "AEC COLLECTION", COM DIREITO DE ATUALIZAÇÃO DE VERSÕES POR 36 MESES CADASTRO DE PROPOSTAS INICIAIS ATÉ: 14/12/2023 ATÉ ÀS 08H59. ABERTURA DE PROPOSTAS INICIAIS E INÍCIO DE SESSÃO PÚBLICA: 14/12/2023 ÀS 09H00.: [684, 526, 1002, 613]
notice-subtitle: CHAMAMENTO PÚBLICO Nº 001/2023: [444, 60, 579, 69]
notice-campinas: [349, 1142, 674, 1288]
notice-subtitle: PREGÃO ELETRÔNICO Nº 112/2023: [110, 683, 237, 693]
notice-subtitle: Universidade Estadual de Campinas: [446, 1031, 577, 1041]
notice-signer: Ricardo Fernandes de Abreu: [466, 988, 557, 996]
notice-subtitle: Pregão Eletrônico SRP nº 670/2023: [117, 1071, 230, 1079]
page-number: A10: [975, 4, 1009, 24]
notice-subtitle: AVISO DE LICITAÇÃO: [138, 898, 209, 906]
notice-signer: Ricardo Fernandes de Abreu: [128, 995, 219, 1003]
column-middle: [349, 32, 674, 1782]
notice-ferraz-vasconcelos: [6, 32, 341, 241]
notice-title: PREFEITURA MUNICIPAL DE CAJURU: [64, 491, 283, 506]
notice-signer: Ricardo Fernandes de Abreu: [466, 1577, 557, 1585]
notice-subtitle: Hospital da Mulher Prof. Dr. José A. Pinotti: [435, 1040, 588, 1050]
notice-paragraph: OS ENVELOPES CONTENDO A "DOCUMENTAÇÃO" DEVERÃO SER ENTREGUES, IMPRETERIVELMENTE, JUNTO À SECRETARIA MUNICIPAL DE GESTÃO PÚBLICA / SETOR DE SUPRIMENTOS, ATÉ ÀS 09:30 HORAS DO DIA 05 DE JANEIRO DE 2024. A ABERTURA DAR-SE-Á NO MESMO DIA ÀS 10:00 HORAS NO PAÇO MUNICIPAL.: [684, 267, 1002, 342]
notice-rodrigues-brito: [682, 1434, 1004, 1563]
